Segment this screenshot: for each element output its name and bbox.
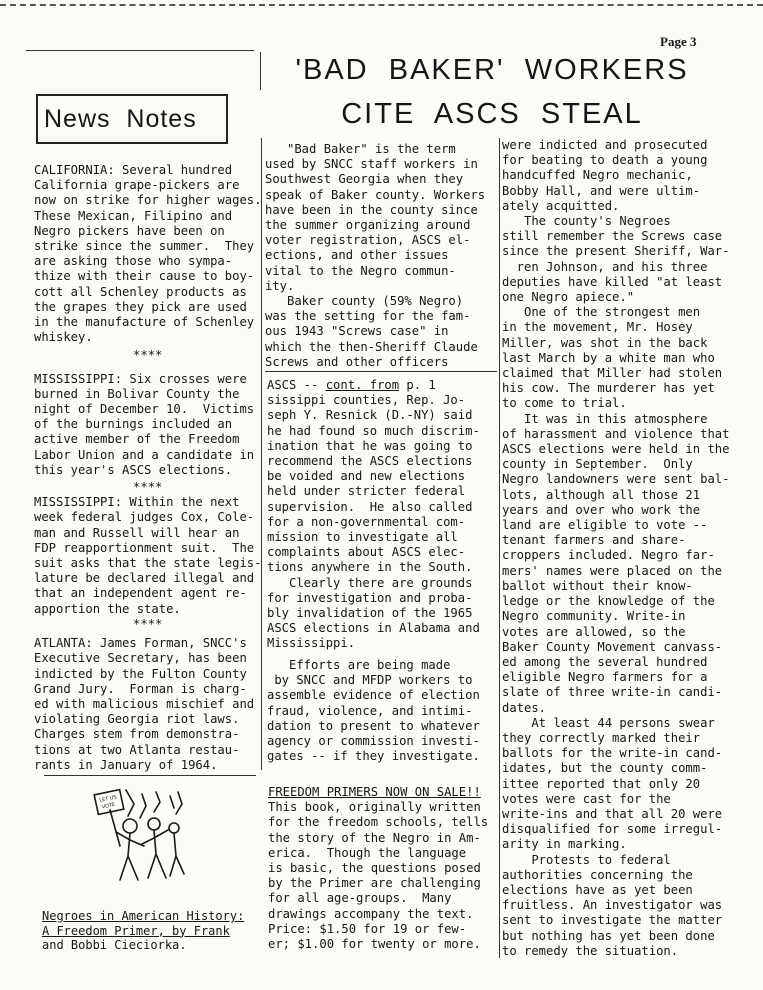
note-line: that an independent agent re- <box>34 586 247 601</box>
article-line: deputies have killed "at least <box>502 274 723 289</box>
article-line: At least 44 persons swear <box>502 715 715 730</box>
note-line: cott all Schenley products as <box>34 284 247 299</box>
article-line: Negro community. Write-in <box>502 609 686 624</box>
article-line: held under stricter federal <box>267 484 466 499</box>
article-line: ed among the several hundred <box>502 654 708 669</box>
article-line: sissippi counties, Rep. Jo- <box>267 393 466 408</box>
article-line: to come to trial. <box>502 396 627 411</box>
note-line: Grand Jury. Forman is charg- <box>34 681 247 696</box>
article-line: dates. <box>502 700 547 715</box>
note-line: These Mexican, Filipino and <box>34 208 233 223</box>
article-right-column <box>502 138 729 959</box>
marchers-illustration <box>86 786 198 886</box>
article-line: idates, but the county comm- <box>502 761 708 776</box>
note-line: Charges stem from demonstra- <box>34 727 240 742</box>
article-line: sent to investigate the matter <box>502 913 723 928</box>
article-line: county in September. Only <box>502 457 693 472</box>
note-line: MISSISSIPPI: Within the next <box>34 495 240 510</box>
article-line: "Bad Baker" is the term <box>265 142 456 156</box>
article-line: Efforts are being made <box>267 658 451 672</box>
article-line: ren Johnson, and his three <box>502 259 708 274</box>
note-line: burned in Bolivar County the <box>34 386 240 401</box>
primer-ad <box>268 785 488 952</box>
note-separator: **** <box>133 348 163 363</box>
cont-header <box>267 378 480 393</box>
article-line: fraud, violence, and intimi- <box>267 703 473 718</box>
note-separator: **** <box>133 616 163 631</box>
cont-head: ASCS -- <box>267 378 326 392</box>
article-line: ous 1943 "Screws case" in <box>265 324 449 339</box>
article-line: complaints about ASCS elec- <box>267 545 466 560</box>
article-line: since the present Sheriff, War- <box>502 244 730 259</box>
primer-ad-line: the story of the Negro in Am- <box>268 830 481 845</box>
article-line: votes were cast for the <box>502 791 671 806</box>
article-line: ballot without their know- <box>502 578 693 593</box>
article-line: ASCS elections in Alabama and <box>267 621 480 636</box>
article-line: were indicted and prosecuted <box>502 138 708 152</box>
news-notes-box <box>36 94 228 144</box>
note-line: indicted by the Fulton County <box>34 666 247 681</box>
article-line: Mississippi. <box>267 636 356 651</box>
article-line: used by SNCC staff workers in <box>265 157 478 172</box>
protest-sign-icon <box>94 790 124 815</box>
article-line: last March by a white man who <box>502 350 715 365</box>
book-caption <box>42 909 244 953</box>
article-line: one Negro apiece." <box>502 290 635 305</box>
article-line: was the setting for the fam- <box>265 309 471 324</box>
article-line: The county's Negroes <box>502 214 671 229</box>
note-line: FDP reapportionment suit. The <box>34 540 255 555</box>
article-line: dation to present to whatever <box>267 718 480 733</box>
article-line: arity in marking. <box>502 837 627 852</box>
primer-ad-line: for the freedom schools, tells <box>268 815 489 830</box>
article-line: disqualified for some irregul- <box>502 822 723 837</box>
article-line: in the movement, Mr. Hosey <box>502 320 693 335</box>
article-line: tenant farmers and share- <box>502 533 686 548</box>
page-top-rule <box>0 4 763 6</box>
article-line: lots, although all those 21 <box>502 487 701 502</box>
article-line: agency or commission investi- <box>267 734 480 749</box>
article-continued <box>267 378 480 652</box>
news-notes-title: News Notes <box>44 105 197 133</box>
article-line: Negro landowners were sent bal- <box>502 472 730 487</box>
article-line: voter registration, ASCS el- <box>265 233 471 248</box>
article-line: ASCS elections were held in the <box>502 442 730 457</box>
article-line: slate of three write-in candi- <box>502 685 723 700</box>
article-line: elections have as yet been <box>502 882 693 897</box>
primer-ad-line: drawings accompany the text. <box>268 906 474 921</box>
article-line: seph Y. Resnick (D.-NY) said <box>267 408 473 423</box>
article-line: assemble evidence of election <box>267 688 480 703</box>
cont-section-rule <box>265 371 497 372</box>
article-line: for a non-governmental com- <box>267 514 466 529</box>
article-line: the summer organizing around <box>265 218 471 233</box>
article-line: authorities concerning the <box>502 867 693 882</box>
note-line: night of December 10. Victims <box>34 402 255 417</box>
primer-ad-line: for all age-groups. Many <box>268 891 452 906</box>
article-line: Screws and other officers <box>265 354 449 369</box>
article-line: by SNCC and MFDP workers to <box>267 673 473 688</box>
article-line: vital to the Negro commun- <box>265 263 456 278</box>
article-line: One of the strongest men <box>502 305 701 320</box>
article-line: speak of Baker county. Workers <box>265 187 486 202</box>
article-line: of harassment and violence that <box>502 426 730 441</box>
article-line: ately acquitted. <box>502 198 620 213</box>
headline-left-rule <box>260 52 261 90</box>
article-line: land are eligible to vote -- <box>502 518 708 533</box>
note-line: strike since the summer. They <box>34 239 255 254</box>
article-intro <box>265 142 485 370</box>
article-line: Miller, was shot in the back <box>502 335 708 350</box>
article-line: Baker county (59% Negro) <box>265 294 464 309</box>
column-rule-right <box>499 138 500 958</box>
article-line: years and over who work the <box>502 502 701 517</box>
primer-ad-line: Price: $1.50 for 19 or few- <box>268 921 467 936</box>
primer-ad-line: er; $1.00 for twenty or more. <box>268 937 481 952</box>
note-line: this year's ASCS elections. <box>34 462 233 477</box>
note-line: ATLANTA: James Forman, SNCC's <box>34 636 247 651</box>
marcher-head-icon <box>148 818 160 830</box>
article-line: still remember the Screws case <box>502 229 723 244</box>
article-line: eligible Negro farmers for a <box>502 670 708 685</box>
article-line: have been in the county since <box>265 202 478 217</box>
primer-ad-line: This book, originally written <box>268 800 481 815</box>
primer-ad-heading: FREEDOM PRIMERS NOW ON SALE!! <box>268 785 481 799</box>
note-line: MISSISSIPPI: Six crosses were <box>34 371 247 386</box>
page-number: Page 3 <box>660 34 697 49</box>
note-line: ed with malicious mischief and <box>34 696 255 711</box>
book-caption-subtitle: A Freedom Primer, by Frank <box>42 923 230 938</box>
article-line: It was in this atmosphere <box>502 411 708 426</box>
cont-page: p. 1 <box>399 378 436 392</box>
svg-text:VOTE: VOTE <box>101 801 116 811</box>
note-line: California grape-pickers are <box>34 178 240 193</box>
note-line: of the burnings included an <box>34 417 233 432</box>
note-line: tions at two Atlanta restau- <box>34 742 240 757</box>
article-line: Clearly there are grounds <box>267 575 473 590</box>
article-line: Baker County Movement canvass- <box>502 639 723 654</box>
article-efforts <box>267 658 480 764</box>
headline-line-2: CITE ASCS STEAL <box>341 98 643 130</box>
article-line: recommend the ASCS elections <box>267 454 473 469</box>
primer-ad-line: by the Primer are challenging <box>268 876 481 891</box>
svg-text:LET US: LET US <box>98 794 118 804</box>
note-line: active member of the Freedom <box>34 432 240 447</box>
article-line: for beating to death a young <box>502 153 708 168</box>
article-line: to remedy the situation. <box>502 943 679 958</box>
article-line: his cow. The murderer has yet <box>502 381 715 396</box>
note-line: now on strike for higher wages. <box>34 193 262 208</box>
article-line: but nothing has yet been done <box>502 928 715 943</box>
article-line: ittee reported that only 20 <box>502 776 701 791</box>
note-line: Executive Secretary, has been <box>34 651 247 666</box>
article-line: ination that he was going to <box>267 438 473 453</box>
article-line: fruitless. An investigator was <box>502 898 723 913</box>
article-line: gates -- if they investigate. <box>267 749 480 764</box>
article-line: supervision. He also called <box>267 499 473 514</box>
note-line: suit asks that the state legis- <box>34 556 262 571</box>
note-line: man and Russell will hear an <box>34 525 240 540</box>
news-top-rule <box>26 50 254 51</box>
article-line: ballots for the write-in cand- <box>502 746 723 761</box>
note-separator: **** <box>133 480 163 495</box>
note-line: week federal judges Cox, Cole- <box>34 510 255 525</box>
note-line: whiskey. <box>34 330 93 345</box>
article-line: he had found so much discrim- <box>267 423 480 438</box>
note-line: apportion the state. <box>34 601 181 616</box>
note-line: Labor Union and a candidate in <box>34 447 255 462</box>
article-line: be voided and new elections <box>267 469 466 484</box>
note-line: lature be declared illegal and <box>34 571 255 586</box>
article-line: ections, and other issues <box>265 248 449 263</box>
article-line: tions anywhere in the South. <box>267 560 473 575</box>
primer-ad-line: erica. Though the language <box>268 845 467 860</box>
news-notes-column <box>34 163 261 773</box>
book-caption-title: Negroes in American History: <box>42 909 245 923</box>
article-line: ity. <box>265 278 295 293</box>
article-line: write-ins and that all 20 were <box>502 806 723 821</box>
book-caption-authors: and Bobbi Cieciorka. <box>42 938 187 952</box>
article-line: claimed that Miller had stolen <box>502 366 723 381</box>
article-line: mission to investigate all <box>267 530 458 545</box>
article-line: which the then-Sheriff Claude <box>265 339 478 354</box>
article-line: bly invalidation of the 1965 <box>267 606 473 621</box>
article-line: Southwest Georgia when they <box>265 172 464 187</box>
note-line: violating Georgia riot laws. <box>34 712 240 727</box>
headline-line-1: 'BAD BAKER' WORKERS <box>295 54 689 86</box>
article-line: Protests to federal <box>502 852 671 867</box>
article-line: ledge or the knowledge of the <box>502 594 715 609</box>
article-line: votes are allowed, so the <box>502 624 686 639</box>
article-line: for investigation and proba- <box>267 590 473 605</box>
note-line: in the manufacture of Schenley <box>34 315 255 330</box>
article-line: they correctly marked their <box>502 730 701 745</box>
marcher-head-icon <box>123 819 137 833</box>
article-line: Bobby Hall, and were ultim- <box>502 183 701 198</box>
note-line: CALIFORNIA: Several hundred <box>34 163 233 177</box>
note-line: the grapes they pick are used <box>34 299 247 314</box>
article-line: croppers included. Negro far- <box>502 548 715 563</box>
note-line: Negro pickers have been on <box>34 223 225 238</box>
primer-ad-line: is basic, the questions posed <box>268 861 481 876</box>
news-bottom-rule <box>44 775 256 776</box>
note-line: are asking those who sympa- <box>34 254 233 269</box>
article-line: handcuffed Negro mechanic, <box>502 168 693 183</box>
note-line: thize with their cause to boy- <box>34 269 255 284</box>
note-line: rants in January of 1964. <box>34 757 218 772</box>
article-line: mers' names were placed on the <box>502 563 723 578</box>
cont-link[interactable]: cont. from <box>325 378 400 392</box>
